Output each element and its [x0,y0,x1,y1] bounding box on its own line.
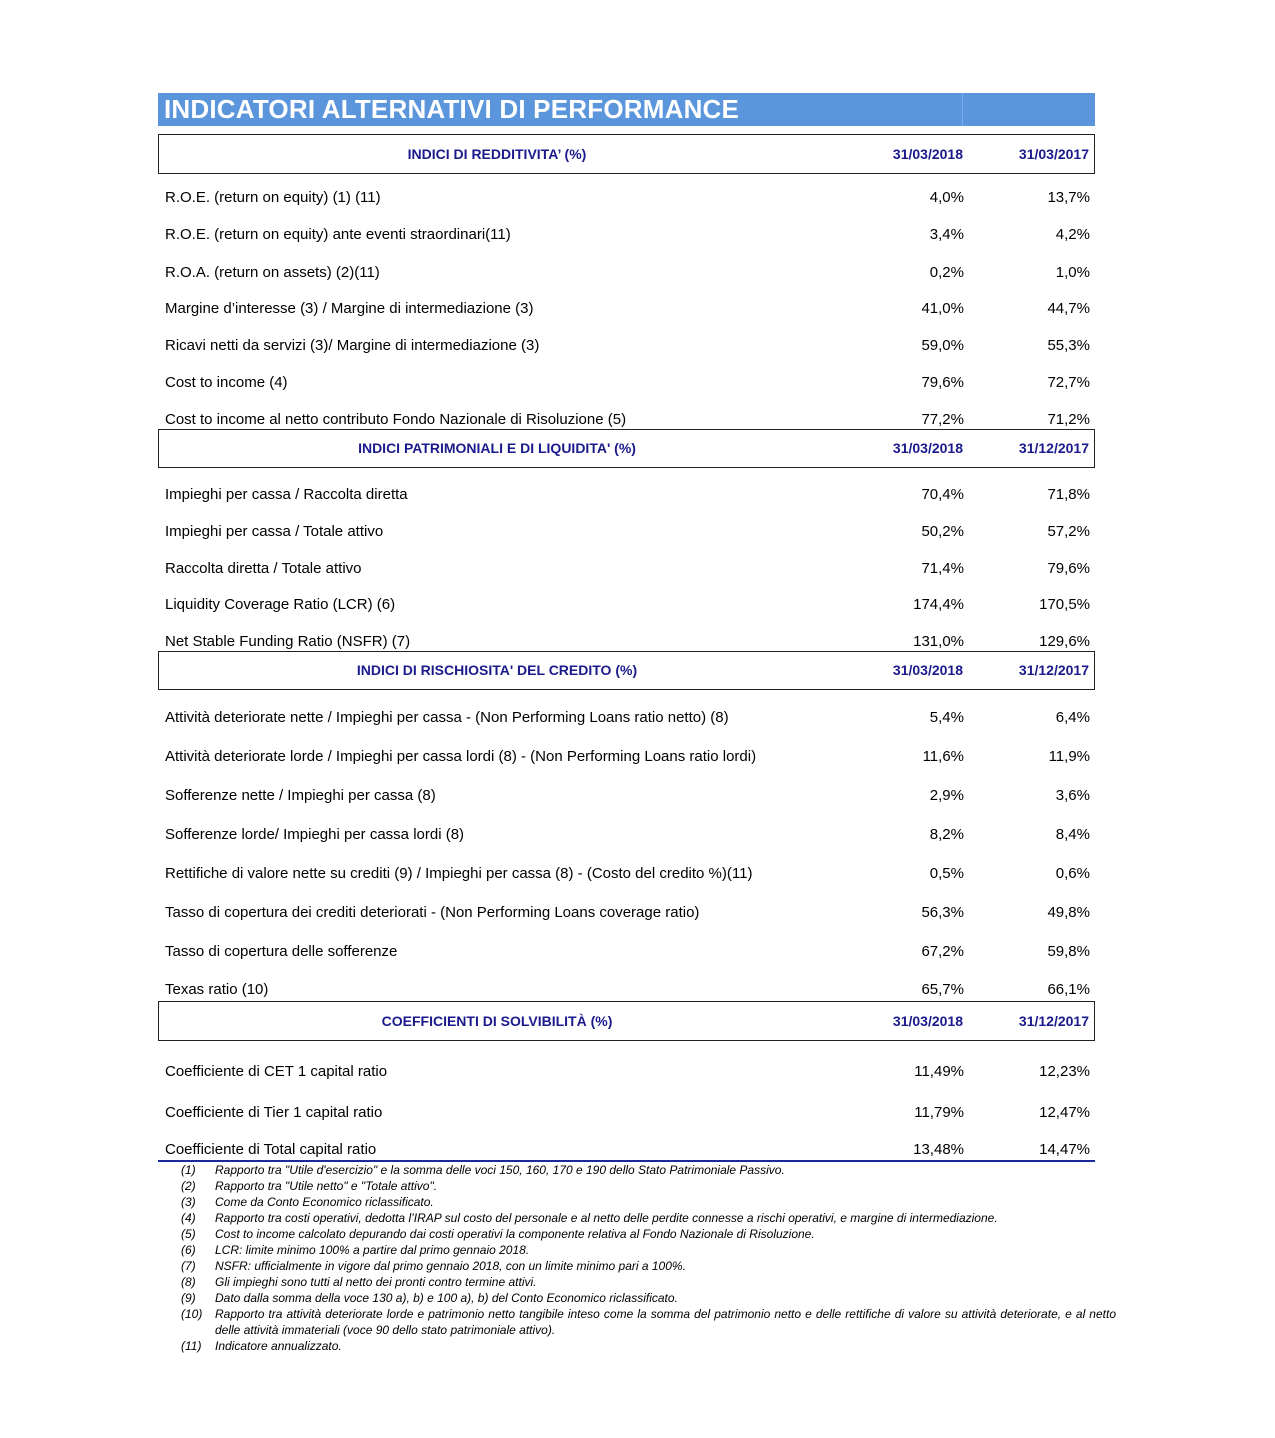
section-title: INDICI DI RISCHIOSITA' DEL CREDITO (%) [356,662,638,678]
indicator-label: Net Stable Funding Ratio (NSFR) (7) [165,633,411,650]
indicator-value-2: 129,6% [1039,633,1090,650]
footnote-number: (2) [181,1179,196,1193]
table-row [158,300,1095,318]
indicator-label: Attività deteriorate nette / Impieghi per cassa - (Non Performing Loans ratio netto) (8) [165,709,729,726]
indicator-value-1: 11,79% [914,1104,964,1121]
indicator-label: Texas ratio (10) [165,981,269,998]
footnote-text: Cost to income calcolato depurando dai costi operativi la componente relativa al Fondo Nazionale di Risoluzione. [215,1227,815,1241]
section-header [158,651,1095,690]
indicator-value-1: 174,4% [913,596,964,613]
table-row [158,981,1095,999]
footnote [181,1178,1116,1194]
indicator-value-2: 1,0% [1055,264,1090,281]
indicator-value-2: 6,4% [1055,709,1090,726]
footnote-number: (8) [181,1275,196,1289]
indicator-value-1: 79,6% [921,374,964,391]
footnote-number: (11) [181,1339,202,1353]
indicator-value-2: 44,7% [1047,300,1090,317]
section-header [158,429,1095,468]
indicator-value-1: 4,0% [929,189,964,206]
indicator-label: Coefficiente di CET 1 capital ratio [165,1063,388,1080]
footnote [181,1290,1116,1306]
footnote [181,1194,1116,1210]
title-bar-divider [962,93,963,126]
footnote-number: (5) [181,1227,196,1241]
table-row [158,264,1095,282]
indicator-label: Rettifiche di valore nette su crediti (9) / Impieghi per cassa (8) - (Costo del credito %)(11) [165,865,753,882]
section-header [158,134,1095,174]
indicator-label: Tasso di copertura dei crediti deteriorati - (Non Performing Loans coverage ratio) [165,904,700,921]
indicator-value-1: 41,0% [921,300,964,317]
footnote-text: Rapporto tra "Utile netto" e "Totale attivo". [215,1179,438,1193]
table-row [158,1141,1095,1159]
indicator-value-1: 8,2% [929,826,964,843]
footnote [181,1306,1116,1338]
indicator-label: Impieghi per cassa / Totale attivo [165,523,384,540]
indicator-value-1: 5,4% [929,709,964,726]
footnote [181,1242,1116,1258]
column-header-date-2: 31/12/2017 [1018,440,1089,456]
indicator-label: Raccolta diretta / Totale attivo [165,560,362,577]
footnote-text: Indicatore annualizzato. [215,1339,342,1353]
indicator-value-2: 13,7% [1047,189,1090,206]
indicator-value-1: 71,4% [921,560,964,577]
table-row [158,560,1095,578]
indicator-label: R.O.A. (return on assets) (2)(11) [165,264,380,281]
title-bar [158,93,1095,126]
indicator-label: Sofferenze nette / Impieghi per cassa (8) [165,787,436,804]
indicator-value-2: 72,7% [1047,374,1090,391]
indicator-value-1: 56,3% [921,904,964,921]
indicator-value-1: 131,0% [913,633,964,650]
indicator-value-1: 70,4% [921,486,964,503]
footnote-number: (6) [181,1243,196,1257]
indicator-label: Liquidity Coverage Ratio (LCR) (6) [165,596,396,613]
indicator-value-2: 12,47% [1039,1104,1090,1121]
footnote [181,1210,1116,1226]
section-title: COEFFICIENTI DI SOLVIBILITÀ (%) [381,1013,613,1029]
column-header-date-1: 31/03/2018 [892,440,963,456]
footnote-text: Rapporto tra attività deteriorate lorde e patrimonio netto tangibile inteso come la somma del patrimonio netto e delle rettifiche di valore su attività deteriorate, e al netto delle attività immateriali (voce 90 dello stato patrimoniale attivo). [215,1307,1116,1337]
column-header-date-2: 31/03/2017 [1018,146,1089,162]
column-header-date-1: 31/03/2018 [892,662,963,678]
indicator-value-2: 14,47% [1039,1141,1090,1158]
footnote-text: Come da Conto Economico riclassificato. [215,1195,434,1209]
table-row [158,523,1095,541]
table-row [158,943,1095,961]
footnote-number: (7) [181,1259,196,1273]
footnote-text: Rapporto tra "Utile d'esercizio" e la somma delle voci 150, 160, 170 e 190 dello Stato Patrimoniale Passivo. [215,1163,785,1177]
indicator-value-1: 3,4% [929,226,964,243]
table-row [158,337,1095,355]
page-title: INDICATORI ALTERNATIVI DI PERFORMANCE [164,94,740,124]
indicator-label: R.O.E. (return on equity) ante eventi straordinari(11) [165,226,511,243]
indicator-label: Sofferenze lorde/ Impieghi per cassa lordi (8) [165,826,465,843]
indicator-label: Coefficiente di Tier 1 capital ratio [165,1104,383,1121]
indicator-value-2: 4,2% [1055,226,1090,243]
footnote-number: (4) [181,1211,196,1225]
footnotes [181,1162,1116,1354]
footnote-text: Rapporto tra costi operativi, dedotta l’IRAP sul costo del personale e al netto delle perdite connesse a rischi operativi, e margine di intermediazione. [215,1211,998,1225]
section-title: INDICI PATRIMONIALI E DI LIQUIDITA' (%) [358,440,636,456]
footnote-text: Gli impieghi sono tutti al netto dei pronti contro termine attivi. [215,1275,537,1289]
indicator-value-1: 11,49% [914,1063,964,1080]
indicator-value-2: 59,8% [1047,943,1090,960]
footnote-number: (3) [181,1195,196,1209]
indicator-value-2: 12,23% [1039,1063,1090,1080]
indicator-value-2: 66,1% [1047,981,1090,998]
indicator-value-2: 79,6% [1047,560,1090,577]
indicator-value-2: 49,8% [1047,904,1090,921]
indicator-label: Cost to income al netto contributo Fondo Nazionale di Risoluzione (5) [165,411,627,428]
column-header-date-2: 31/12/2017 [1018,1013,1089,1029]
footnote-text: NSFR: ufficialmente in vigore dal primo gennaio 2018, con un limite minimo pari a 100%. [215,1259,686,1273]
footnote [181,1258,1116,1274]
footnote-text: LCR: limite minimo 100% a partire dal primo gennaio 2018. [215,1243,530,1257]
footnote-text: Dato dalla somma della voce 130 a), b) e 100 a), b) del Conto Economico riclassificato. [215,1291,678,1305]
indicator-value-2: 11,9% [1048,748,1090,765]
indicator-value-1: 0,2% [929,264,964,281]
indicator-value-2: 3,6% [1055,787,1090,804]
column-header-date-1: 31/03/2018 [892,1013,963,1029]
indicator-value-2: 71,2% [1047,411,1090,428]
table-row [158,748,1095,766]
indicator-value-1: 13,48% [913,1141,964,1158]
footnote-number: (10) [181,1307,203,1321]
table-row [158,596,1095,614]
indicator-value-1: 50,2% [921,523,964,540]
indicator-label: Impieghi per cassa / Raccolta diretta [165,486,408,503]
indicator-value-1: 59,0% [921,337,964,354]
indicator-value-2: 57,2% [1047,523,1090,540]
table-row [158,709,1095,727]
indicator-label: Cost to income (4) [165,374,288,391]
table-row [158,1063,1095,1081]
indicator-value-1: 11,6% [922,748,964,765]
indicator-value-2: 55,3% [1047,337,1090,354]
footnote-number: (9) [181,1291,196,1305]
indicator-value-1: 65,7% [921,981,964,998]
indicator-label: Tasso di copertura delle sofferenze [165,943,398,960]
column-header-date-2: 31/12/2017 [1018,662,1089,678]
table-row [158,904,1095,922]
indicator-label: Ricavi netti da servizi (3)/ Margine di intermediazione (3) [165,337,540,354]
table-row [158,374,1095,392]
table-row [158,226,1095,244]
table-row [158,189,1095,207]
indicator-value-1: 2,9% [929,787,964,804]
table-row [158,787,1095,805]
indicator-value-1: 0,5% [929,865,964,882]
table-row [158,411,1095,429]
indicator-label: Coefficiente di Total capital ratio [165,1141,377,1158]
indicator-label: R.O.E. (return on equity) (1) (11) [165,189,381,206]
indicator-value-2: 8,4% [1055,826,1090,843]
indicator-label: Margine d’interesse (3) / Margine di intermediazione (3) [165,300,534,317]
table-row [158,486,1095,504]
indicator-value-1: 67,2% [921,943,964,960]
table-row [158,826,1095,844]
footnote [181,1338,1116,1354]
table-row [158,865,1095,883]
section-header [158,1001,1095,1041]
table-row [158,1104,1095,1122]
indicator-value-2: 0,6% [1055,865,1090,882]
footnote [181,1162,1116,1178]
footnote-number: (1) [181,1163,196,1177]
column-header-date-1: 31/03/2018 [892,146,963,162]
section-title: INDICI DI REDDITIVITA’ (%) [407,146,587,162]
indicator-value-2: 71,8% [1047,486,1090,503]
indicator-value-2: 170,5% [1039,596,1090,613]
indicator-value-1: 77,2% [921,411,964,428]
indicator-label: Attività deteriorate lorde / Impieghi per cassa lordi (8) - (Non Performing Loans ratio lordi) [165,748,757,765]
table-row [158,633,1095,651]
footnote [181,1274,1116,1290]
footnote [181,1226,1116,1242]
